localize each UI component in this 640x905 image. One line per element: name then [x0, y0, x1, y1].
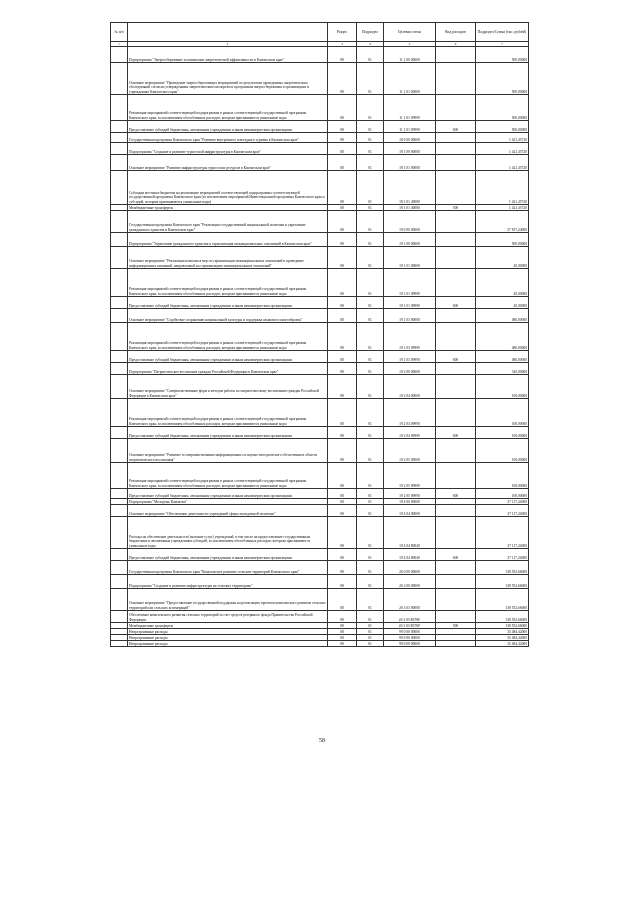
row-name: Реализация мероприятий соответствующей подпрограммы в рамках соответствующей государственной программы Камчатского края, за исключением обособленных расходов, которым присваиваются уникальные коды — [128, 269, 328, 297]
row-amount: 500,00000 — [476, 233, 529, 247]
row-number — [111, 47, 128, 63]
row-section: 08 — [328, 505, 357, 517]
header-target: Целевая статья — [384, 23, 436, 42]
table-row — [111, 233, 529, 247]
row-target: 19 2 05 00000 — [384, 439, 436, 463]
row-target: 19 2 05 09990 — [384, 489, 436, 499]
row-expense: 600 — [436, 549, 476, 561]
table-row — [111, 247, 529, 269]
table-row — [111, 211, 529, 233]
row-name: Подпрограмма "Молодежь Камчатки" — [128, 499, 328, 505]
header-subsection: Подраздел — [357, 23, 384, 42]
row-section: 08 — [328, 499, 357, 505]
row-number — [111, 517, 128, 549]
row-target: 19 4 00 00000 — [384, 499, 436, 505]
table-row — [111, 517, 529, 549]
row-section: 08 — [328, 143, 357, 155]
table-row — [111, 439, 529, 463]
row-amount: 37 117,24000 — [476, 549, 529, 561]
row-subsection: 01 — [357, 611, 384, 623]
row-subsection: 01 — [357, 233, 384, 247]
row-name: Предоставление субсидий бюджетным, автономным учреждениям и иным некоммерческим организациям — [128, 427, 328, 439]
row-amount: 138 552,66000 — [476, 623, 529, 629]
row-subsection: 01 — [357, 505, 384, 517]
row-name: Реализация мероприятий соответствующей подпрограммы в рамках соответствующей государственной программы Камчатского края, за исключением обособленных расходов, которым присваиваются уникальные коды — [128, 463, 328, 489]
row-expense — [436, 95, 476, 121]
table-row — [111, 575, 529, 589]
table-row — [111, 427, 529, 439]
row-section: 08 — [328, 589, 357, 611]
row-target: 26 3 03 00000 — [384, 589, 436, 611]
column-number: 5 — [384, 42, 436, 47]
header-amount: Подраздел/Сумма (тыс. рублей) — [476, 23, 529, 42]
row-name: Государственная программа Камчатского края "Комплексное развитие сельских территорий Камчатского края" — [128, 561, 328, 575]
row-expense — [436, 143, 476, 155]
table-row — [111, 505, 529, 517]
row-amount: 20,00000 — [476, 247, 529, 269]
row-section: 08 — [328, 323, 357, 351]
row-target: 19 2 04 09990 — [384, 399, 436, 427]
row-target: 19 1 03 09990 — [384, 323, 436, 351]
table-row — [111, 63, 529, 95]
row-expense — [436, 309, 476, 323]
row-name: Подпрограмма "Патриотическое воспитание граждан Российской Федерации в Камчатском крае" — [128, 363, 328, 375]
row-amount: 37 117,24000 — [476, 505, 529, 517]
row-subsection: 01 — [357, 247, 384, 269]
row-amount: 138 552,66000 — [476, 611, 529, 623]
row-expense: 600 — [436, 489, 476, 499]
table-row — [111, 297, 529, 309]
row-name: Основное мероприятие "Развитие инфраструктуры туристских ресурсов в Камчатском крае" — [128, 155, 328, 171]
row-amount: 100,00000 — [476, 463, 529, 489]
row-number — [111, 641, 128, 647]
row-expense — [436, 247, 476, 269]
row-expense — [436, 233, 476, 247]
row-expense — [436, 63, 476, 95]
table-row — [111, 561, 529, 575]
row-target: 19 1 01 09990 — [384, 269, 436, 297]
row-section: 08 — [328, 489, 357, 499]
row-amount: 35 484,42000 — [476, 629, 529, 635]
row-section: 08 — [328, 575, 357, 589]
row-name: Обеспечение комплексного развития сельских территорий за счет средств резервного фонда Правительства Российской Федерации — [128, 611, 328, 623]
row-amount: 1 421,45720 — [476, 155, 529, 171]
row-target: 19 2 00 00000 — [384, 363, 436, 375]
row-number — [111, 363, 128, 375]
row-section: 08 — [328, 309, 357, 323]
row-target: 19 1 03 09990 — [384, 351, 436, 363]
row-expense — [436, 561, 476, 575]
row-number — [111, 549, 128, 561]
row-number — [111, 561, 128, 575]
row-section: 08 — [328, 155, 357, 171]
row-section: 08 — [328, 269, 357, 297]
page-number: 58 — [319, 738, 325, 744]
row-subsection: 01 — [357, 439, 384, 463]
row-amount: 500,00000 — [476, 121, 529, 133]
row-section: 08 — [328, 63, 357, 95]
row-expense — [436, 363, 476, 375]
row-amount: 37 117,24000 — [476, 517, 529, 549]
row-amount: 1 421,45720 — [476, 133, 529, 143]
row-amount: 20,00000 — [476, 269, 529, 297]
table-row — [111, 95, 529, 121]
row-expense — [436, 611, 476, 623]
row-subsection: 01 — [357, 95, 384, 121]
row-target: 19 1 01 00000 — [384, 247, 436, 269]
table-row — [111, 155, 529, 171]
row-number — [111, 233, 128, 247]
row-expense — [436, 323, 476, 351]
row-name: Предоставление субсидий бюджетным, автономным учреждениям и иным некоммерческим организациям — [128, 121, 328, 133]
row-expense — [436, 575, 476, 589]
row-target: 26 3 03 R576F — [384, 611, 436, 623]
row-expense — [436, 133, 476, 143]
row-amount: 37 817,24000 — [476, 211, 529, 233]
table-row — [111, 171, 529, 205]
row-name: Основное мероприятие "Развитие и совершенствование информационного и научно-методического обеспечения в области патриотического воспитания" — [128, 439, 328, 463]
row-amount: 138 552,66000 — [476, 589, 529, 611]
row-target: 19 2 05 09990 — [384, 463, 436, 489]
row-target: 11 1 01 09990 — [384, 121, 436, 133]
table-row — [111, 363, 529, 375]
row-subsection: 01 — [357, 375, 384, 399]
header-section: Раздел — [328, 23, 357, 42]
row-number — [111, 589, 128, 611]
row-subsection: 01 — [357, 171, 384, 205]
table-row — [111, 641, 529, 647]
header-expense: Вид расходов — [436, 23, 476, 42]
row-expense — [436, 589, 476, 611]
row-target: 18 1 01 00000 — [384, 155, 436, 171]
row-amount: 480,00000 — [476, 351, 529, 363]
row-expense — [436, 269, 476, 297]
row-name: Основное мероприятие "Проведение энергосберегающих мероприятий по результатам проведенных энергетических обследований согласно утвержденным энергетическим паспортам и программам энергосбережения в организациях и учреждениях Камчатского края" — [128, 63, 328, 95]
row-name: Предоставление субсидий бюджетным, автономным учреждениям и иным некоммерческим организациям — [128, 297, 328, 309]
row-name: Основное мероприятие "Реализация комплекса мер по гармонизации межнациональных отношений и проведение информационных кампаний, направленной на гармонизацию межнациональных отношений" — [128, 247, 328, 269]
row-subsection: 01 — [357, 363, 384, 375]
row-subsection: 01 — [357, 499, 384, 505]
row-target: 99 0 00 00000 — [384, 635, 436, 641]
row-subsection: 01 — [357, 297, 384, 309]
row-subsection: 01 — [357, 629, 384, 635]
row-subsection: 01 — [357, 323, 384, 351]
row-section: 08 — [328, 247, 357, 269]
row-section: 08 — [328, 399, 357, 427]
row-amount: 100,00000 — [476, 427, 529, 439]
row-number — [111, 297, 128, 309]
row-number — [111, 439, 128, 463]
row-target: 26 3 03 R576F — [384, 623, 436, 629]
table-row — [111, 375, 529, 399]
budget-table — [110, 22, 529, 647]
row-section: 08 — [328, 363, 357, 375]
row-number — [111, 489, 128, 499]
row-target: 11 1 00 00000 — [384, 47, 436, 63]
row-number — [111, 463, 128, 489]
row-target: 26 0 00 00000 — [384, 561, 436, 575]
row-expense — [436, 399, 476, 427]
row-target: 99 0 00 00000 — [384, 641, 436, 647]
column-number: 6 — [436, 42, 476, 47]
row-subsection: 01 — [357, 133, 384, 143]
row-name: Подпрограмма "Создание и развитие инфраструктуры на сельских территориях" — [128, 575, 328, 589]
row-number — [111, 611, 128, 623]
row-subsection: 01 — [357, 121, 384, 133]
row-target: 18 1 01 40080 — [384, 205, 436, 211]
row-name: Субсидии местным бюджетам на реализацию мероприятий соответствующей подпрограммы соответствующей государственной программы Камчатского края (за исключением мероприятий Инвестиционной программы Камчатского края и субсидий, которым присваиваются уникальные коды) — [128, 171, 328, 205]
row-name: Основное мероприятие "Обеспечение деятельности учреждений сферы молодежной политики" — [128, 505, 328, 517]
row-expense — [436, 375, 476, 399]
row-subsection: 01 — [357, 205, 384, 211]
table-row — [111, 269, 529, 297]
row-target: 19 1 03 00000 — [384, 309, 436, 323]
row-section: 08 — [328, 211, 357, 233]
row-section: 08 — [328, 95, 357, 121]
row-amount: 100,00000 — [476, 399, 529, 427]
row-subsection: 01 — [357, 489, 384, 499]
row-section: 08 — [328, 641, 357, 647]
row-expense: 500 — [436, 623, 476, 629]
row-name: Предоставление субсидий бюджетным, автономным учреждениям и иным некоммерческим организациям — [128, 351, 328, 363]
column-number: 7 — [476, 42, 529, 47]
row-name: Основное мероприятие "Предоставление государственной поддержки на реализацию проектов комплексного развития сельских территорий или сельских агломераций" — [128, 589, 328, 611]
row-subsection: 01 — [357, 269, 384, 297]
row-expense — [436, 641, 476, 647]
column-number: 3 — [328, 42, 357, 47]
row-amount: 480,00000 — [476, 309, 529, 323]
row-name: Подпрограмма "Укрепление гражданского единства и гармонизация межнациональных отношений в Камчатском крае" — [128, 233, 328, 247]
row-name: Межбюджетные трансферты — [128, 623, 328, 629]
row-amount: 1 421,45720 — [476, 143, 529, 155]
row-section: 08 — [328, 623, 357, 629]
row-subsection: 01 — [357, 211, 384, 233]
row-name: Государственная программа Камчатского края "Реализация государственной национальной политики и укрепление гражданского единства в Камчатском крае" — [128, 211, 328, 233]
table-header-row — [111, 23, 529, 42]
row-amount: 100,00000 — [476, 489, 529, 499]
row-subsection: 01 — [357, 47, 384, 63]
row-amount: 37 117,24000 — [476, 499, 529, 505]
row-expense — [436, 505, 476, 517]
row-expense: 600 — [436, 297, 476, 309]
row-name: Подпрограмма "Создание и развитие туристской инфраструктуры в Камчатском крае" — [128, 143, 328, 155]
row-section: 08 — [328, 205, 357, 211]
row-target: 11 1 01 09990 — [384, 95, 436, 121]
row-section: 08 — [328, 439, 357, 463]
row-amount: 320,00000 — [476, 363, 529, 375]
row-name: Реализация мероприятий соответствующей подпрограммы в рамках соответствующей государственной программы Камчатского края, за исключением обособленных расходов, которым присваиваются уникальные коды — [128, 399, 328, 427]
row-number — [111, 133, 128, 143]
table-row — [111, 399, 529, 427]
row-subsection: 01 — [357, 63, 384, 95]
row-amount: 138 552,66000 — [476, 575, 529, 589]
row-number — [111, 171, 128, 205]
row-number — [111, 121, 128, 133]
row-target: 19 1 01 09990 — [384, 297, 436, 309]
header-no: № п/п — [111, 23, 128, 42]
row-name: Непрограммные расходы — [128, 641, 328, 647]
row-section: 08 — [328, 121, 357, 133]
row-number — [111, 309, 128, 323]
row-expense — [436, 463, 476, 489]
row-name: Непрограммные расходы — [128, 635, 328, 641]
row-subsection: 01 — [357, 517, 384, 549]
row-name: Межбюджетные трансферты — [128, 205, 328, 211]
row-amount: 138 552,66000 — [476, 561, 529, 575]
row-amount: 500,00000 — [476, 95, 529, 121]
row-subsection: 01 — [357, 351, 384, 363]
row-name: Основное мероприятие "Содействие сохранению национальной культуры и поддержка языкового многообразия" — [128, 309, 328, 323]
row-section: 08 — [328, 133, 357, 143]
row-target: 19 2 04 00000 — [384, 375, 436, 399]
row-section: 08 — [328, 427, 357, 439]
row-number — [111, 351, 128, 363]
table-row — [111, 143, 529, 155]
row-number — [111, 143, 128, 155]
row-amount: 100,00000 — [476, 439, 529, 463]
row-name: Подпрограмма "Энергосбережение и повышение энергетической эффективности в Камчатском крае" — [128, 47, 328, 63]
row-target: 19 4 04 00000 — [384, 505, 436, 517]
row-subsection: 01 — [357, 561, 384, 575]
column-number: 2 — [128, 42, 328, 47]
row-amount: 1 421,45720 — [476, 171, 529, 205]
row-section: 08 — [328, 233, 357, 247]
row-target: 18 1 00 00000 — [384, 143, 436, 155]
row-amount: 35 484,42000 — [476, 641, 529, 647]
row-target: 19 4 04 80040 — [384, 517, 436, 549]
row-target: 99 0 00 00000 — [384, 629, 436, 635]
row-target: 18 1 01 40080 — [384, 171, 436, 205]
table-row — [111, 47, 529, 63]
row-amount: 100,00000 — [476, 375, 529, 399]
row-section: 08 — [328, 635, 357, 641]
row-name: Непрограммные расходы — [128, 629, 328, 635]
row-subsection: 01 — [357, 575, 384, 589]
table-row — [111, 351, 529, 363]
row-expense: 600 — [436, 427, 476, 439]
row-amount: 1 421,45720 — [476, 205, 529, 211]
row-number — [111, 399, 128, 427]
row-expense — [436, 155, 476, 171]
row-target: 18 0 00 00000 — [384, 133, 436, 143]
row-number — [111, 95, 128, 121]
row-target: 19 0 00 00000 — [384, 211, 436, 233]
row-name: Основное мероприятие "Совершенствование форм и методов работы по патриотическому воспитанию граждан Российской Федерации в Камчатском крае" — [128, 375, 328, 399]
row-target: 19 1 00 00000 — [384, 233, 436, 247]
row-amount: 20,00000 — [476, 297, 529, 309]
row-section: 08 — [328, 611, 357, 623]
row-number — [111, 247, 128, 269]
row-number — [111, 427, 128, 439]
row-section: 08 — [328, 171, 357, 205]
row-subsection: 01 — [357, 143, 384, 155]
row-target: 26 3 00 00000 — [384, 575, 436, 589]
row-section: 08 — [328, 517, 357, 549]
row-expense — [436, 211, 476, 233]
table-row — [111, 323, 529, 351]
row-amount: 480,00000 — [476, 323, 529, 351]
row-number — [111, 269, 128, 297]
row-expense: 600 — [436, 121, 476, 133]
row-name: Расходы на обеспечение деятельности (оказание услуг) учреждений, в том числе на предоставление государственным бюджетным и автономным учреждениям субсидий, за исключением обособленных расходов, которым присваиваются уникальные коды — [128, 517, 328, 549]
row-name: Государственная программа Камчатского края "Развитие внутреннего и въездного туризма в Камчатском крае" — [128, 133, 328, 143]
row-subsection: 01 — [357, 427, 384, 439]
header-name — [128, 23, 328, 42]
table-row — [111, 463, 529, 489]
row-number — [111, 63, 128, 95]
row-target: 19 2 04 09990 — [384, 427, 436, 439]
row-amount: 500,00000 — [476, 47, 529, 63]
row-expense — [436, 439, 476, 463]
row-subsection: 01 — [357, 589, 384, 611]
row-section: 08 — [328, 549, 357, 561]
row-number — [111, 323, 128, 351]
row-subsection: 01 — [357, 623, 384, 629]
row-subsection: 01 — [357, 399, 384, 427]
row-subsection: 01 — [357, 549, 384, 561]
row-target: 11 1 01 00000 — [384, 63, 436, 95]
row-subsection: 01 — [357, 155, 384, 171]
row-name: Предоставление субсидий бюджетным, автономным учреждениям и иным некоммерческим организациям — [128, 549, 328, 561]
column-number: 4 — [357, 42, 384, 47]
row-name: Предоставление субсидий бюджетным, автономным учреждениям и иным некоммерческим организациям — [128, 489, 328, 499]
table-row — [111, 589, 529, 611]
table-body — [111, 47, 529, 647]
row-section: 08 — [328, 463, 357, 489]
row-number — [111, 505, 128, 517]
row-number — [111, 211, 128, 233]
table-row — [111, 133, 529, 143]
row-section: 08 — [328, 375, 357, 399]
row-subsection: 01 — [357, 309, 384, 323]
row-expense: 500 — [436, 205, 476, 211]
row-amount: 35 484,42000 — [476, 635, 529, 641]
table-row — [111, 489, 529, 499]
row-amount: 500,00000 — [476, 63, 529, 95]
row-section: 08 — [328, 47, 357, 63]
row-expense: 600 — [436, 351, 476, 363]
row-section: 08 — [328, 351, 357, 363]
column-number: 1 — [111, 42, 128, 47]
row-name: Реализация мероприятий соответствующей подпрограммы в рамках соответствующей государственной программы Камчатского края, за исключением обособленных расходов, которым присваиваются уникальные коды — [128, 95, 328, 121]
row-name: Реализация мероприятий соответствующей подпрограммы в рамках соответствующей государственной программы Камчатского края, за исключением обособленных расходов, которым присваиваются уникальные коды — [128, 323, 328, 351]
row-subsection: 01 — [357, 641, 384, 647]
row-number — [111, 575, 128, 589]
row-subsection: 01 — [357, 463, 384, 489]
table-row — [111, 309, 529, 323]
row-target: 19 4 04 80040 — [384, 549, 436, 561]
row-expense — [436, 171, 476, 205]
row-subsection: 01 — [357, 635, 384, 641]
table-row — [111, 611, 529, 623]
row-section: 08 — [328, 629, 357, 635]
table-row — [111, 121, 529, 133]
row-expense — [436, 517, 476, 549]
row-expense — [436, 47, 476, 63]
row-section: 08 — [328, 297, 357, 309]
row-number — [111, 375, 128, 399]
row-number — [111, 155, 128, 171]
row-section: 08 — [328, 561, 357, 575]
table-row — [111, 549, 529, 561]
